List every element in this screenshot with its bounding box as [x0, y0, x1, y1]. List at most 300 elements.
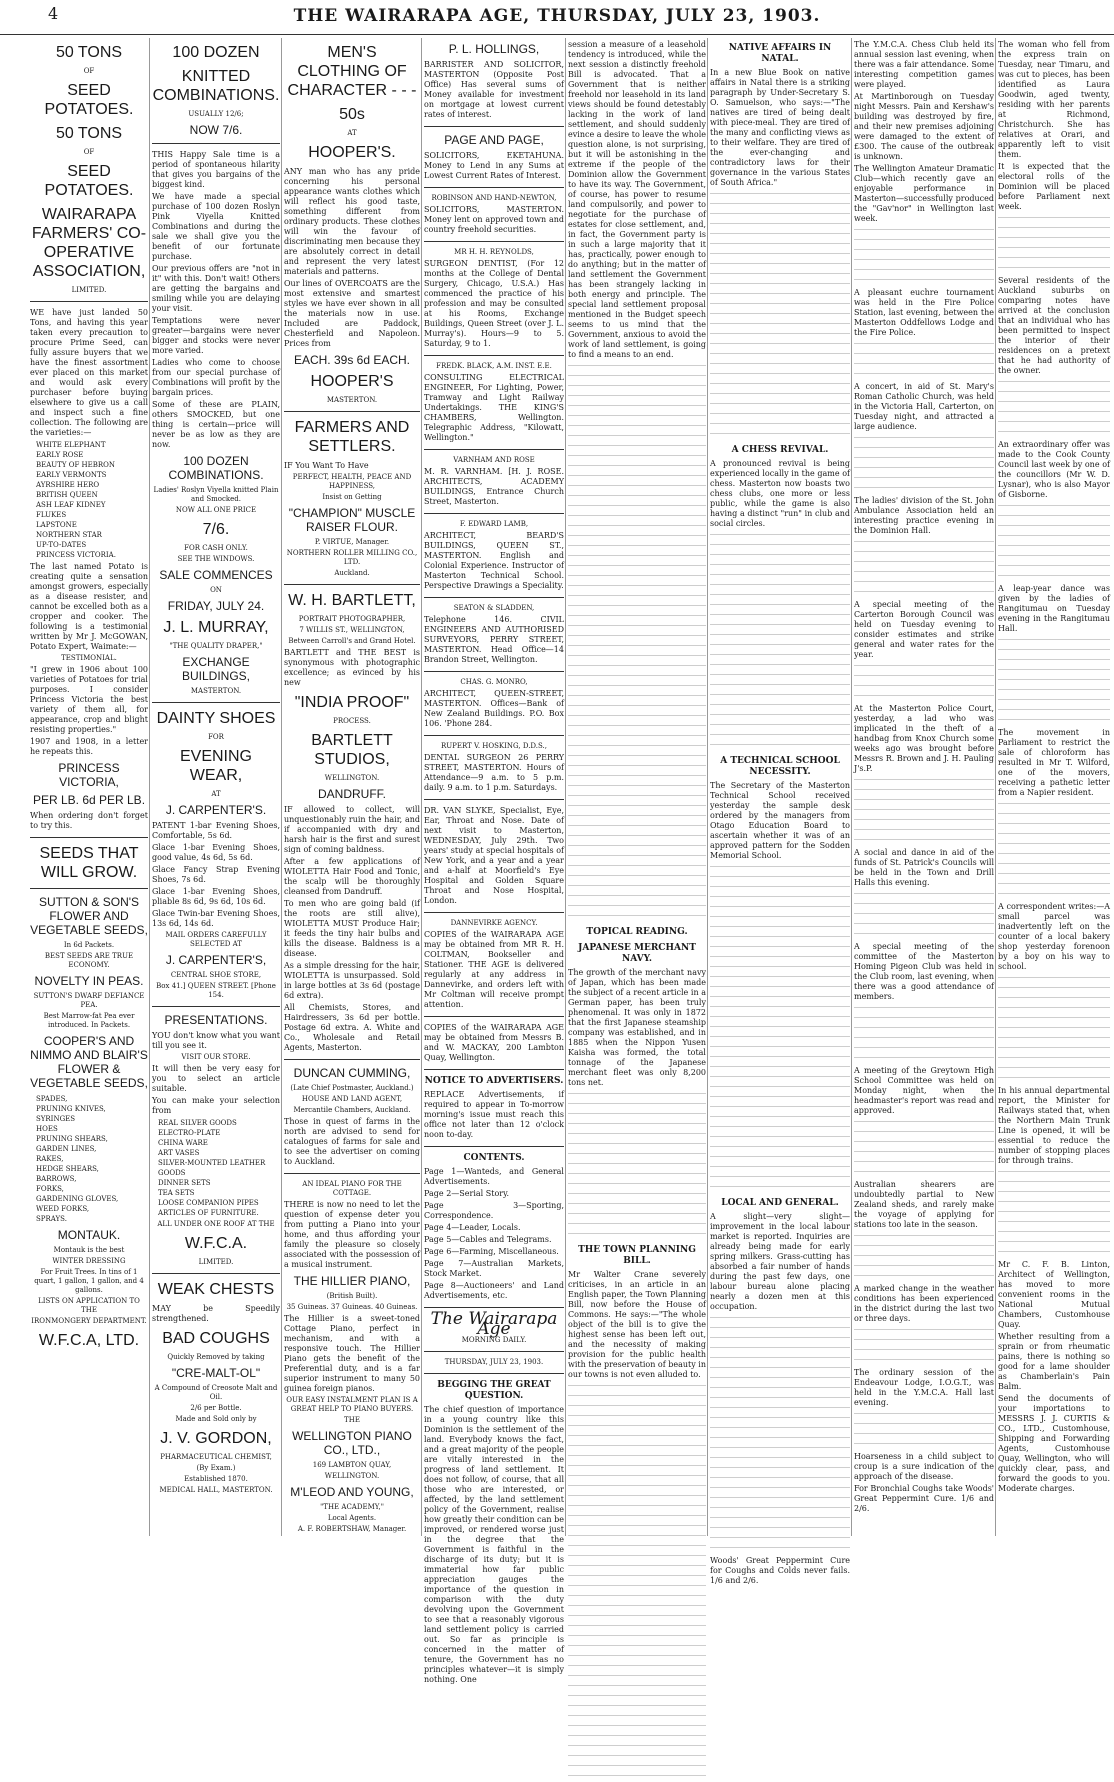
ad-text: FOR CASH ONLY.	[184, 544, 248, 552]
advertiser-name: MR H. H. REYNOLDS,	[454, 248, 534, 256]
ad-text: In 6d Packets.	[63, 941, 115, 949]
ad-body: SOLICITORS, MASTERTON. Money lent on approved town and country freehold securities.	[424, 205, 564, 234]
price: 50s	[339, 106, 365, 123]
ad-text: SUTTON'S DWARF DEFIANCE PEA.	[33, 992, 145, 1009]
ad-text: NOW ALL ONE PRICE	[175, 506, 257, 514]
ad-text: A Compound of Creosote Malt and Oil.	[154, 1384, 278, 1401]
ad-headline: COOPER'S AND NIMMO AND BLAIR'S FLOWER & VEGETABLE SEEDS,	[30, 1034, 148, 1090]
column-5	[568, 38, 706, 1536]
article-body: Mr Walter Crane severely criticises, in an article in an English paper, the Town Planning Bill, now before the House of Commons. He says:—"The whole object of the bill is to give the highest sense has been left out, and the necessity of making provision for the public health with the preservation of beauty in our towns is not even alluded to.	[568, 1270, 706, 1379]
ad-body: PATENT 1-bar Evening Shoes, Comfortable, 5s 6d.	[152, 821, 280, 840]
list-item: LOOSE COMPANION PIPES	[158, 1199, 259, 1207]
news-paragraph: Mr C. F. B. Linton, Architect of Wellington, has moved to more convenient rooms in the National Mutual Chambers, Customhouse Quay.	[998, 1260, 1110, 1329]
advertiser-name: RUPERT V. HOSKING, D.D.S.,	[440, 742, 548, 750]
ad-body: Glace 1-bar Evening Shoes, good value, 4s 6d, 5s 6d.	[152, 843, 280, 862]
list-item: RAKES,	[36, 1155, 64, 1163]
ad-body: The Hillier is a sweet-toned Cottage Piano, perfect in mechanism, and with a responsive touch. The Hillier Piano gets the benefit of the Preferential duty, and is a far superior instrument to many 50 guinea foreign pianos.	[284, 1314, 420, 1393]
ad-headline: PRESENTATIONS.	[164, 1013, 268, 1027]
contents-item: Page 4—Leader, Locals.	[424, 1223, 521, 1232]
advertiser-name: HOOPER'S	[310, 373, 394, 390]
list-item: FLUKES	[36, 511, 67, 519]
list-item: PRUNING KNIVES,	[36, 1105, 106, 1113]
ad-body: Telephone 146. CIVIL ENGINEERS AND AUTHORISED SURVEYORS, PERRY STREET, MASTERTON. Head Office—14 Brandon Street, Wellington.	[424, 615, 564, 664]
ad-text: Quickly Removed by taking	[167, 1353, 265, 1361]
divider	[424, 513, 564, 514]
list-item: WEED FORKS,	[36, 1205, 90, 1213]
leader-body: The chief question of importance in a young country like this Dominion is the settlement of the land. Everybody knows the fact, and a great majority of the people are vitally interested in the progress of land settlement. It does not follow, of course, that all those who are interested, or affected, by the land settlement policy of the Government, realise how greatly their condition can be improved, or rendered worse just in the degree that the Government is faithful in the discharge of its duty; but it is immaterial how far public appreciation gauges the importance of the question in comparison with the duty devolving upon the Government to see that a reasonably vigorous land settlement policy is carried out. So far as principle is concerned in the matter of tenure, the Government has no principles whatever—it is simply nothing. One	[424, 1405, 564, 1684]
news-paragraph: A special meeting of the Carterton Borough Council was held on Tuesday evening to consider estimates and strike general and water rates for the year.	[854, 600, 994, 659]
article-text-continued	[998, 378, 1110, 438]
ad-headline: FRIDAY, JULY 24.	[167, 599, 265, 613]
news-paragraph: For Bronchial Coughs take Woods' Great Peppermint Cure. 1/6 and 2/6.	[854, 1484, 994, 1513]
ad-text: (Late Chief Postmaster, Auckland.)	[290, 1084, 414, 1092]
ad-text: SEE THE WINDOWS.	[177, 555, 255, 563]
contents-item: Page 8—Auctioneers' and Land Advertisements, etc.	[424, 1281, 564, 1300]
column-7	[854, 38, 994, 1536]
article-text-continued	[998, 1168, 1110, 1258]
ad-text: PHARMACEUTICAL CHEMIST,	[160, 1453, 272, 1461]
list-item: SPRAYS.	[36, 1215, 67, 1223]
article-text-continued	[998, 502, 1110, 582]
ad-body: It will then be very easy for you to select an article suitable.	[152, 1064, 280, 1093]
article-text-continued	[998, 214, 1110, 274]
article-text-continued	[854, 340, 994, 380]
column-1	[30, 38, 148, 1536]
advertiser-name: W.F.C.A.	[184, 1235, 248, 1252]
ad-headline: EVENING WEAR,	[179, 748, 252, 784]
ad-text: ALL UNDER ONE ROOF AT THE	[157, 1220, 275, 1228]
ad-body: DENTAL SURGEON 26 PERRY STREET, MASTERTON. Hours of Attendance—9 a.m. to 5 p.m. daily. 9 a.m. to 1 p.m. Saturdays.	[424, 753, 564, 792]
leader-heading: BEGGING THE GREAT QUESTION.	[437, 1380, 551, 1401]
list-item: BRITISH QUEEN	[36, 491, 98, 499]
ad-text: CENTRAL SHOE STORE,	[170, 971, 262, 979]
ad-body: COPIES of the WAIRARAPA AGE may be obtained from Messrs B. and W. MACKAY, 200 Lambton Quay, Wellington.	[424, 1023, 564, 1062]
news-paragraph: The Wellington Amateur Dramatic Club—which recently gave an enjoyable performance in Masterton—successfully produced the "Gav'nor" in Wellington last week.	[854, 164, 994, 223]
ad-body: THERE is now no need to let the question of expense deter you from putting a Piano into your home, and thus affording your family the pleasure so closely associated with the possession of a musical instrument.	[284, 1200, 420, 1269]
column-rule	[565, 38, 566, 1536]
list-item: ARTICLES OF FURNITURE.	[158, 1209, 259, 1217]
divider	[284, 1173, 420, 1174]
advertiser-name: PAGE AND PAGE,	[444, 133, 544, 147]
ad-text: Auckland.	[334, 569, 370, 577]
ad-text: 169 LAMBTON QUAY,	[312, 1461, 392, 1469]
ad-text: PERFECT, HEALTH, PEACE AND HAPPINESS,	[292, 473, 412, 490]
section-heading: TOPICAL READING.	[586, 927, 688, 937]
ad-text: (British Built).	[326, 1292, 378, 1300]
article-body: session a measure of a leasehold tendency is introduced, while the next session a distinctly freehold Bill is advocated. That a Government that is neither freehold nor leasehold in its land views should be found detestably lacking in the work of land settlement, and should suddenly evince a desire to leave the whole question alone, is not surprising, but it will be astonishing in the extreme if the people of the Dominion allow the Government to have its way. The Government, of course, has power to resume land compulsorily, and power to negotiate for the purchase of estates for close settlement, and, in fact, the Government party is in such a large majority that it has, practically, power enough to do anything; but in the matter of land settlement the Government has been strangely lacking in both energy and principle. The special land settlement proposal mentioned in the Budget speech seems to us mind that the Government, anxious to avoid the work of land settlement, is going to find a means to an end.	[568, 40, 706, 359]
divider	[424, 799, 564, 800]
advertiser-name: SEATON & SLADDEN,	[453, 604, 535, 612]
article-heading: A CHESS REVIVAL.	[731, 445, 829, 455]
ad-text: IRONMONGERY DEPARTMENT.	[31, 1317, 147, 1325]
masthead	[0, 0, 1114, 35]
news-paragraph: The ordinary session of the Endeavour Lodge, I.O.G.T., was held in the Y.M.C.A. Hall last evening.	[854, 1368, 994, 1407]
advertiser-name: W. H. BARTLETT,	[288, 592, 416, 609]
ad-text: "THE QUALITY DRAPER,"	[169, 642, 263, 650]
ad-text: MEDICAL HALL, MASTERTON.	[159, 1486, 273, 1494]
article-text-continued	[710, 190, 850, 440]
ad-text: VISIT OUR STORE.	[181, 1053, 251, 1061]
issue-date: THURSDAY, JULY 23, 1903.	[444, 1358, 544, 1366]
ad-text: ON	[210, 586, 222, 594]
ad-body: You can make your selection from	[152, 1096, 280, 1115]
news-paragraph: Hoarseness in a child subject to croup is a sure indication of the approach of the disease.	[854, 1452, 994, 1481]
column-4	[424, 38, 564, 1684]
ad-text: USUALLY 12/6;	[188, 110, 244, 118]
ad-headline: MONTAUK.	[57, 1228, 121, 1242]
news-paragraph: A pleasant euchre tournament was held in the Fire Police Station, last evening, between the Masterton Oddfellows Lodge and the Fire Police.	[854, 288, 994, 337]
news-paragraph: A concert, in aid of St. Mary's Roman Catholic Church, was held in the Victoria Hall, Carterton, on Tuesday night, and attracted a large audience.	[854, 382, 994, 431]
news-paragraph: It is expected that the electoral rolls of the Dominion will be placed before Parliament next week.	[998, 162, 1110, 211]
list-item: AYRSHIRE HERO	[36, 481, 100, 489]
article-text-continued	[998, 800, 1110, 900]
ad-text: Montauk is the best	[53, 1246, 125, 1254]
divider	[424, 449, 564, 450]
ad-body: When ordering don't forget to try this.	[30, 811, 148, 830]
contents-heading: CONTENTS.	[463, 1153, 525, 1163]
divider	[152, 1006, 280, 1007]
news-paragraph: The ladies' division of the St. John Ambulance Association held an interesting practice evening in the Dominion Hall.	[854, 496, 994, 535]
ad-body: ARCHITECT, BEARD'S BUILDINGS, QUEEN ST., MASTERTON. English and Colonial Experience. Instructor of Masterton Technical School. Perspective Drawings a Speciality.	[424, 531, 564, 590]
ad-body: Glace 1-bar Evening Shoes, pliable 8s 6d, 9s 6d, 10s 6d.	[152, 887, 280, 906]
list-item: SPADES,	[36, 1095, 68, 1103]
news-paragraph: An extraordinary offer was made to the Cook County Council last week by one of the councillors (Mr W. D. Lysnar), who is also Mayor of Gisborne.	[998, 440, 1110, 499]
article-text-continued	[568, 362, 706, 922]
ad-body: ANY man who has any pride concerning his personal appearance wants clothes which will reflect his good taste, something different from ordinary products. These clothes will win the favour of discriminating men because they are absolutely correct in detail and represent the very latest materials and patterns.	[284, 167, 420, 276]
article-body: A pronounced revival is being experienced locally in the game of chess. Masterton now boasts two chess clubs, one more or less public, while the game is also having a distinct "run" in club and social circles.	[710, 459, 850, 528]
ad-headline: "CRE-MALT-OL"	[171, 1366, 261, 1380]
ad-headline: SEED POTATOES.	[44, 163, 134, 199]
ad-text: OF	[83, 148, 95, 156]
list-item: HEDGE SHEARS,	[36, 1165, 99, 1173]
list-item: NORTHERN STAR	[36, 531, 102, 539]
contents-item: Page 6—Farming, Miscellaneous.	[424, 1247, 559, 1256]
ad-body: THIS Happy Sale time is a period of spontaneous hilarity that gives you bargains of the biggest kind.	[152, 150, 280, 189]
advertiser-name: J. V. GORDON,	[160, 1430, 272, 1447]
ad-text: THE	[344, 1416, 360, 1424]
ad-headline: 50 TONS	[55, 44, 123, 61]
ad-text: Box 41.] QUEEN STREET. [Phone 154.	[156, 982, 276, 999]
ad-text: MASTERTON.	[326, 396, 378, 404]
list-item: FORKS,	[36, 1185, 64, 1193]
ad-body: Glace Fancy Strap Evening Shoes, 7s 6d.	[152, 865, 280, 884]
article-text-continued	[998, 974, 1110, 1084]
ad-headline: SALE COMMENCES	[159, 568, 273, 582]
ad-text: Insist on Getting	[322, 493, 382, 501]
notice-body: REPLACE Advertisements, if required to appear in To-morrow morning's issue must reach this office not later than 12 o'clock noon to-day.	[424, 1090, 564, 1139]
ad-headline: PRINCESS VICTORIA,	[58, 761, 120, 789]
news-paragraph: At Martinborough on Tuesday night Messrs. Pain and Kershaw's building was destroyed by fire, and their new premises adjoining were damaged to the extent of £300. The cause of the outbreak is unknown.	[854, 92, 994, 161]
column-rule	[149, 38, 150, 1536]
newspaper-title: THE WAIRARAPA AGE, THURSDAY, JULY 23, 1903.	[293, 6, 821, 26]
ad-subhead: TESTIMONIAL.	[61, 654, 117, 662]
column-rule	[281, 38, 282, 1536]
article-text-continued	[854, 1118, 994, 1178]
news-paragraph: Australian shearers are undoubtedly partial to New Zealand sheds, and rarely make the voyage of applying for stations too late in the season.	[854, 1180, 994, 1229]
contents-item: Page 7—Australian Markets, Stock Market.	[424, 1259, 564, 1278]
divider	[424, 126, 564, 127]
advertiser-name: VARNHAM AND ROSE	[453, 456, 535, 464]
ad-headline: DAINTY SHOES	[156, 710, 276, 727]
nameplate-title: The Wairarapa Age	[430, 1309, 558, 1339]
advertiser-name: FREDK. BLACK, A.M. INST. E.E.	[436, 362, 552, 370]
list-item: ART VASES	[158, 1149, 200, 1157]
price: PER LB. 6d PER LB.	[32, 793, 146, 807]
column-3	[284, 38, 420, 1536]
article-text-continued	[854, 538, 994, 598]
list-item: SILVER-MOUNTED LEATHER GOODS	[158, 1159, 266, 1177]
article-text-continued	[854, 890, 994, 940]
divider	[424, 241, 564, 242]
advertiser-name: J. CARPENTER'S.	[165, 803, 267, 817]
article-text-continued	[854, 1410, 994, 1450]
ad-body: ARCHITECT, QUEEN-STREET, MASTERTON. Offices—Bank of New Zealand Buildings. P.O. Box 106. 'Phone 284.	[424, 689, 564, 728]
ad-headline: BAD COUGHS	[162, 1330, 270, 1347]
ad-text: OUR EASY INSTALMENT PLAN IS A GREAT HELP TO PIANO BUYERS.	[286, 1396, 418, 1413]
notice-heading: NOTICE TO ADVERTISERS.	[424, 1076, 564, 1086]
ad-subhead: DANNEVIRKE AGENCY.	[450, 919, 538, 927]
list-item: PRUNING SHEARS,	[36, 1135, 108, 1143]
divider	[424, 1069, 564, 1070]
article-text-continued	[568, 1090, 706, 1240]
ad-text: AT	[347, 129, 357, 137]
list-item: EARLY ROSE	[36, 451, 84, 459]
gift-list	[152, 1118, 280, 1218]
ad-body: Our previous offers are "not in it" with this. Don't wait! Others are getting the bargains and smiling while you are delaying your visit.	[152, 264, 280, 313]
advertiser-name: CHAS. G. MONRO,	[460, 678, 528, 686]
divider	[284, 584, 420, 585]
advertiser-name: W.F.C.A, LTD.	[38, 1332, 140, 1349]
ad-body: SOLICITORS, EKETAHUNA. Money to Lend in any Sums at Lowest Current Rates of Interest.	[424, 151, 564, 180]
article-text-continued	[854, 662, 994, 702]
ad-headline: KNITTED COMBINATIONS.	[152, 68, 280, 104]
ad-headline: MEN'S CLOTHING OF CHARACTER - - -	[287, 44, 417, 99]
divider	[30, 837, 148, 838]
ad-text: Mercantile Chambers, Auckland.	[293, 1106, 411, 1114]
news-paragraph: A meeting of the Greytown High School Committee was held on Monday night, when the headmaster's report was read and approved.	[854, 1066, 994, 1115]
news-paragraph: Send the documents of your importations to MESSRS J. J. CURTIS & CO., LTD., Customhouse, Shipping and Forwarding Agents, Customhouse Quay, Wellington, who will quickly clear, pass, and forward the goods to you. Moderate charges.	[998, 1394, 1110, 1493]
ad-body: SURGEON DENTIST, (For 12 months at the College of Dental Surgery, Chicago, U.S.A.) Has commenced the practice of his profession and may be consulted at his Rooms, Exchange Buildings, Queen Street (over J. L. Murray's). Hours—9 to 5. Saturday, 9 to 1.	[424, 259, 564, 348]
ad-headline: WEAK CHESTS	[157, 1281, 275, 1298]
ad-text: MAIL ORDERS CAREFULLY SELECTED AT	[165, 931, 267, 948]
list-item: LAPSTONE	[36, 521, 77, 529]
divider	[284, 1059, 420, 1060]
divider	[424, 1373, 564, 1374]
article-text-continued	[710, 1314, 850, 1554]
list-item: GARDEN LINES,	[36, 1145, 97, 1153]
divider	[424, 355, 564, 356]
column-rule	[707, 38, 708, 1536]
price: 2/6 per Bottle.	[190, 1404, 242, 1412]
ad-text: "THE ACADEMY,"	[320, 1503, 384, 1511]
divider	[284, 411, 420, 412]
divider	[424, 1146, 564, 1147]
ad-text: Best Marrow-fat Pea ever introduced. In Packets.	[43, 1012, 135, 1029]
news-paragraph: A marked change in the weather conditions has been experienced in the district during the last two or three days.	[854, 1284, 994, 1323]
ad-body: IF You Want To Have	[284, 461, 369, 470]
ad-text: Established 1870.	[184, 1475, 248, 1483]
ad-headline: EXCHANGE BUILDINGS,	[181, 655, 250, 683]
price: NOW 7/6.	[189, 123, 243, 137]
ad-body: 1907 and 1908, in a letter he repeats this.	[30, 737, 148, 756]
ad-text: Local Agents.	[327, 1514, 377, 1522]
ad-text: Made and Sold only by	[175, 1415, 257, 1423]
ad-body: COPIES of the WAIRARAPA AGE may be obtained from MR R. H. COLTMAN, Bookseller and Stationer. THE AGE is delivered regularly at any address in Dannevirke, and orders left with Mr Coltman will receive prompt attention.	[424, 930, 564, 1009]
ad-text: For Fruit Trees. In tins of 1 quart, 1 gallon, 1 gallon, and 4 gallons.	[34, 1268, 144, 1294]
article-heading: NATIVE AFFAIRS IN NATAL.	[728, 43, 832, 64]
article-body: Woods' Great Peppermint Cure for Coughs and Colds never fails. 1/6 and 2/6.	[710, 1556, 850, 1585]
ad-headline: 100 DOZEN COMBINATIONS.	[168, 454, 264, 482]
article-text-continued	[854, 226, 994, 286]
ad-headline: "INDIA PROOF"	[294, 694, 410, 711]
ad-body: IF allowed to collect, will unquestionably ruin the hair, and if accompanied with dry and harsh hair is the first and surest sign of coming baldness.	[284, 805, 420, 854]
column-rule	[851, 38, 852, 1536]
article-heading: JAPANESE MERCHANT NAVY.	[578, 943, 696, 964]
nameplate-subtitle: MORNING DAILY.	[461, 1336, 527, 1344]
ad-body: We have made a special purchase of 100 dozen Roslyn Pink Viyella Knitted Combinations and during the sale we shall give you the benefit of our fortunate purchase.	[152, 192, 280, 261]
ad-body: BARTLETT and THE BEST is synonymous with photographic excellence; as evinced by his new	[284, 648, 420, 687]
list-item: GARDENING GLOVES,	[36, 1195, 119, 1203]
list-item: SYRINGES	[36, 1115, 76, 1123]
advertiser-name: ROBINSON AND HAND-NEWTON,	[431, 194, 557, 202]
advertiser-name: J. L. MURRAY,	[163, 619, 269, 636]
ad-headline: NOVELTY IN PEAS.	[34, 974, 144, 988]
ad-text: LISTS ON APPLICATION TO THE	[38, 1297, 140, 1314]
ad-body: YOU don't know what you want till you see it.	[152, 1031, 280, 1050]
news-paragraph: At the Masterton Police Court, yesterday, a lad who was implicated in the theft of a handbag from Knox Church some weeks ago was brought before Messrs R. Brown and J. H. Pauling J's.P.	[854, 704, 994, 773]
section-heading: LOCAL AND GENERAL.	[721, 1198, 839, 1208]
divider	[424, 1307, 564, 1308]
ad-text: HOUSE AND LAND AGENT,	[301, 1095, 403, 1103]
ad-body: Those in quest of farms in the north are advised to send for catalogues of farms for sale and to see the advertiser on coming to Auckland.	[284, 1117, 420, 1166]
article-text-continued	[710, 531, 850, 751]
ad-body: BARRISTER AND SOLICITOR, MASTERTON (Opposite Post Office) Has several sums of Money available for investment on mortgage at lowest current rates of interest.	[424, 60, 564, 119]
divider	[424, 671, 564, 672]
divider	[424, 735, 564, 736]
ad-headline: "CHAMPION" MUSCLE RAISER FLOUR.	[288, 506, 416, 534]
ad-body: Our lines of OVERCOATS are the most extensive and smartest styles we have ever shown in all the materials now in use. Included are Paddock, Chesterfield and Napoleon. Prices from	[284, 279, 420, 348]
ad-body: Temptations were never greater—bargains were never bigger and stocks were never more varied.	[152, 316, 280, 355]
list-item: HOES	[36, 1125, 58, 1133]
ad-text: Between Carroll's and Grand Hotel.	[288, 637, 416, 645]
advertiser-name: M'LEOD AND YOUNG,	[290, 1485, 414, 1499]
ad-body: As a simple dressing for the hair, WIOLETTA is unsurpassed. Sold in large bottles at 3s 6d (postage 6d extra).	[284, 961, 420, 1000]
news-paragraph: In his annual departmental report, the Minister for Railways stated that, when the Northern Main Trunk Line is opened, it will be essential to reduce the number of stopping places for through trains.	[998, 1086, 1110, 1165]
contents-list	[424, 1167, 564, 1301]
list-item: TEA SETS	[158, 1189, 195, 1197]
price: 35 Guineas. 37 Guineas. 40 Guineas.	[286, 1303, 418, 1311]
column-8	[998, 38, 1110, 1536]
article-body: The growth of the merchant navy of Japan, which has been made the subject of a recent article in a German paper, has been truly phenomenal. It was only in 1872 that the first Japanese steamship company was established, and in 1885 when the Nippon Yusen Kaisha was formed, the total tonnage of the Japanese merchant fleet was only 8,200 tons net.	[568, 968, 706, 1087]
list-item: DINNER SETS	[158, 1179, 211, 1187]
ad-text: P. VIRTUE, Manager.	[314, 538, 390, 546]
article-text-continued	[854, 1326, 994, 1366]
ad-headline: SEED POTATOES.	[44, 82, 134, 118]
advertiser-name: WELLINGTON PIANO CO., LTD.,	[292, 1429, 412, 1457]
advertiser-name: DUNCAN CUMMING,	[293, 1066, 411, 1080]
ad-body: After a few applications of WIOLETTA Hair Food and Tonic, the scalp will be thoroughly cleansed from Dandruff.	[284, 857, 420, 896]
list-item: BEAUTY OF HEBRON	[36, 461, 116, 469]
ad-text: Ladies' Roslyn Viyella knitted Plain and Smocked.	[153, 486, 279, 503]
ad-text: AT	[211, 790, 221, 798]
divider	[30, 888, 148, 889]
ad-text: NORTHERN ROLLER MILLING CO., LTD.	[286, 549, 418, 566]
list-item: PRINCESS VICTORIA.	[36, 551, 116, 559]
list-item: UP-TO-DATES	[36, 541, 87, 549]
list-item: WHITE ELEPHANT	[36, 441, 106, 449]
article-text-continued	[710, 863, 850, 1193]
article-text-continued	[854, 434, 994, 494]
column-rule	[421, 38, 422, 1536]
contents-item: Page 3—Sporting, Correspondence.	[424, 1201, 564, 1220]
article-text-continued	[568, 1382, 706, 1782]
article-body: A slight—very slight—improvement in the local labour market is reported. Inquiries are already being made for early spring milkers. Grass-cutting has absorbed a fair number of hands during the past few days, one labour bureau alone placing nearly a dozen men at this occupation.	[710, 1212, 850, 1311]
ad-text: PORTRAIT PHOTOGRAPHER,	[298, 615, 406, 623]
column-6	[710, 38, 850, 1585]
article-text-continued	[854, 1232, 994, 1282]
news-paragraph: A leap-year dance was given by the ladies of Rangitumau on Tuesday evening in the Rangitumau Hall.	[998, 584, 1110, 633]
list-item: EARLY VERMONTS	[36, 471, 107, 479]
divider	[424, 597, 564, 598]
article-body: The Secretary of the Masterton Technical School received yesterday the sample desk ordered by the managers from Otago Education Board to ascertain whether it was of an approved pattern for the Sodden Memorial School.	[710, 781, 850, 860]
ad-body: Some of these are PLAIN, others SMOCKED, but one thing is certain—price will never be as low as they are now.	[152, 400, 280, 449]
news-paragraph: A correspondent writes:—A small parcel was inadvertently left on the counter of a local bakery shop yesterday forenoon by a boy on his way to school.	[998, 902, 1110, 971]
paper-nameplate	[424, 1309, 564, 1345]
ad-body: MAY be Speedily strengthened.	[152, 1304, 280, 1323]
ad-text: PROCESS.	[333, 717, 371, 725]
ad-headline: 100 DOZEN	[172, 44, 260, 61]
column-rule	[995, 38, 996, 1536]
page-number: 4	[48, 4, 59, 23]
divider	[152, 1273, 280, 1274]
list-item: ELECTRO-PLATE	[158, 1129, 221, 1137]
ad-body: The last named Potato is creating quite a sensation amongst growers, especially as a disease resister, and cannot be excelled both as a cropper and cooker. The following is a testimonial written by Mr J. McGOWAN, Potato Expert, Waimate:—	[30, 562, 148, 651]
ad-text: WINTER DRESSING	[52, 1257, 126, 1265]
news-paragraph: Whether resulting from a sprain or from rheumatic pains, there is nothing so good for a lame shoulder as Chamberlain's Pain Balm.	[998, 1332, 1110, 1391]
ad-text: WELLINGTON.	[324, 774, 380, 782]
ad-text: WELLINGTON.	[324, 1472, 380, 1480]
ad-headline: SUTTON & SON'S FLOWER AND VEGETABLE SEEDS,	[30, 895, 148, 937]
article-body: In a new Blue Book on native affairs in Natal there is a striking paragraph by Under-Secretary S. O. Samuelson, who says:—"The natives are tired of being dealt with piece-meal. They are tired of the many and conflicting views as to their welfare. They are tired of the ever-changing and contradictory laws for their governance in the various States of South Africa."	[710, 68, 850, 187]
ad-text: BEST SEEDS ARE TRUE ECONOMY.	[44, 952, 134, 969]
article-text-continued	[854, 776, 994, 846]
price: 7/6.	[202, 521, 230, 538]
ad-body: To men who are going bald (if the roots are still alive), WIOLETTA MUST Produce Hair; it feeds the tiny hair bulbs and kills the disease. Baldness is a disease.	[284, 899, 420, 958]
ad-body: "I grew in 1906 about 100 varieties of Potatoes for trial purposes. I consider Princess Victoria the best variety of them all, for appearance, crop and blight resisting properties."	[30, 665, 148, 734]
ad-body: All Chemists, Stores, and Hairdressers, 3s 6d per bottle. Postage 6d extra. A. White and Co., Wholesale and Retail Agents, Masterton.	[284, 1003, 420, 1052]
ad-body: CONSULTING ELECTRICAL ENGINEER, For Lighting, Power, Tramway and Light Railway Undertakings. THE KING'S CHAMBERS, Wellington. Telegraphic Address, "Kilowatt, Wellington."	[424, 373, 564, 442]
advertiser-name: P. L. HOLLINGS,	[448, 42, 540, 56]
advertiser-name: HOOPER'S.	[308, 144, 396, 161]
ad-text: MASTERTON.	[190, 687, 242, 695]
news-paragraph: The movement in Parliament to restrict the sale of chloroform has resulted in Mr T. Wilford, one of the movers, receiving a pathetic letter from a Napier resident.	[998, 728, 1110, 797]
news-paragraph: A special meeting of the committee of the Masterton Homing Pigeon Club was held in the Club room, last evening, when there was a good attendance of members.	[854, 942, 994, 1001]
advertiser-name: J. CARPENTER'S,	[165, 953, 267, 967]
article-text-continued	[998, 636, 1110, 726]
list-item: BARROWS,	[36, 1175, 77, 1183]
variety-list	[30, 440, 148, 560]
ad-body: DR. VAN SLYKE, Specialist, Eye, Ear, Throat and Nose. Date of next visit to Masterton, WEDNESDAY, July 29th. Two years' study at special hospitals of New York, and a year and a year and a-half at Moorfield's Eye Hospital and Golden Square Throat and Nose Hospital, London.	[424, 806, 564, 905]
divider	[424, 1016, 564, 1017]
ad-headline: THE HILLIER PIANO,	[293, 1274, 411, 1288]
divider	[424, 1351, 564, 1352]
divider	[152, 702, 280, 703]
article-heading: THE TOWN PLANNING BILL.	[578, 1245, 696, 1266]
tool-list	[30, 1094, 148, 1224]
contents-item: Page 5—Cables and Telegrams.	[424, 1235, 552, 1244]
ad-body: WE have just landed 50 Tons, and having this year taken every precaution to procure Prime Seed, can fully assure buyers that we have the finest assortment ever placed on this market and would ask every purchaser before buying elsewhere to give us a call and inspect such a fine collection. The following are the varieties:—	[30, 308, 148, 437]
news-paragraph: The woman who fell from the express train on Tuesday, near Timaru, and was cut to pieces, has been identified as Laura Goodwin, aged twenty, residing with her parents at Richmond, Christchurch. She has relatives at Orari, and apparently left to visit them.	[998, 40, 1110, 159]
